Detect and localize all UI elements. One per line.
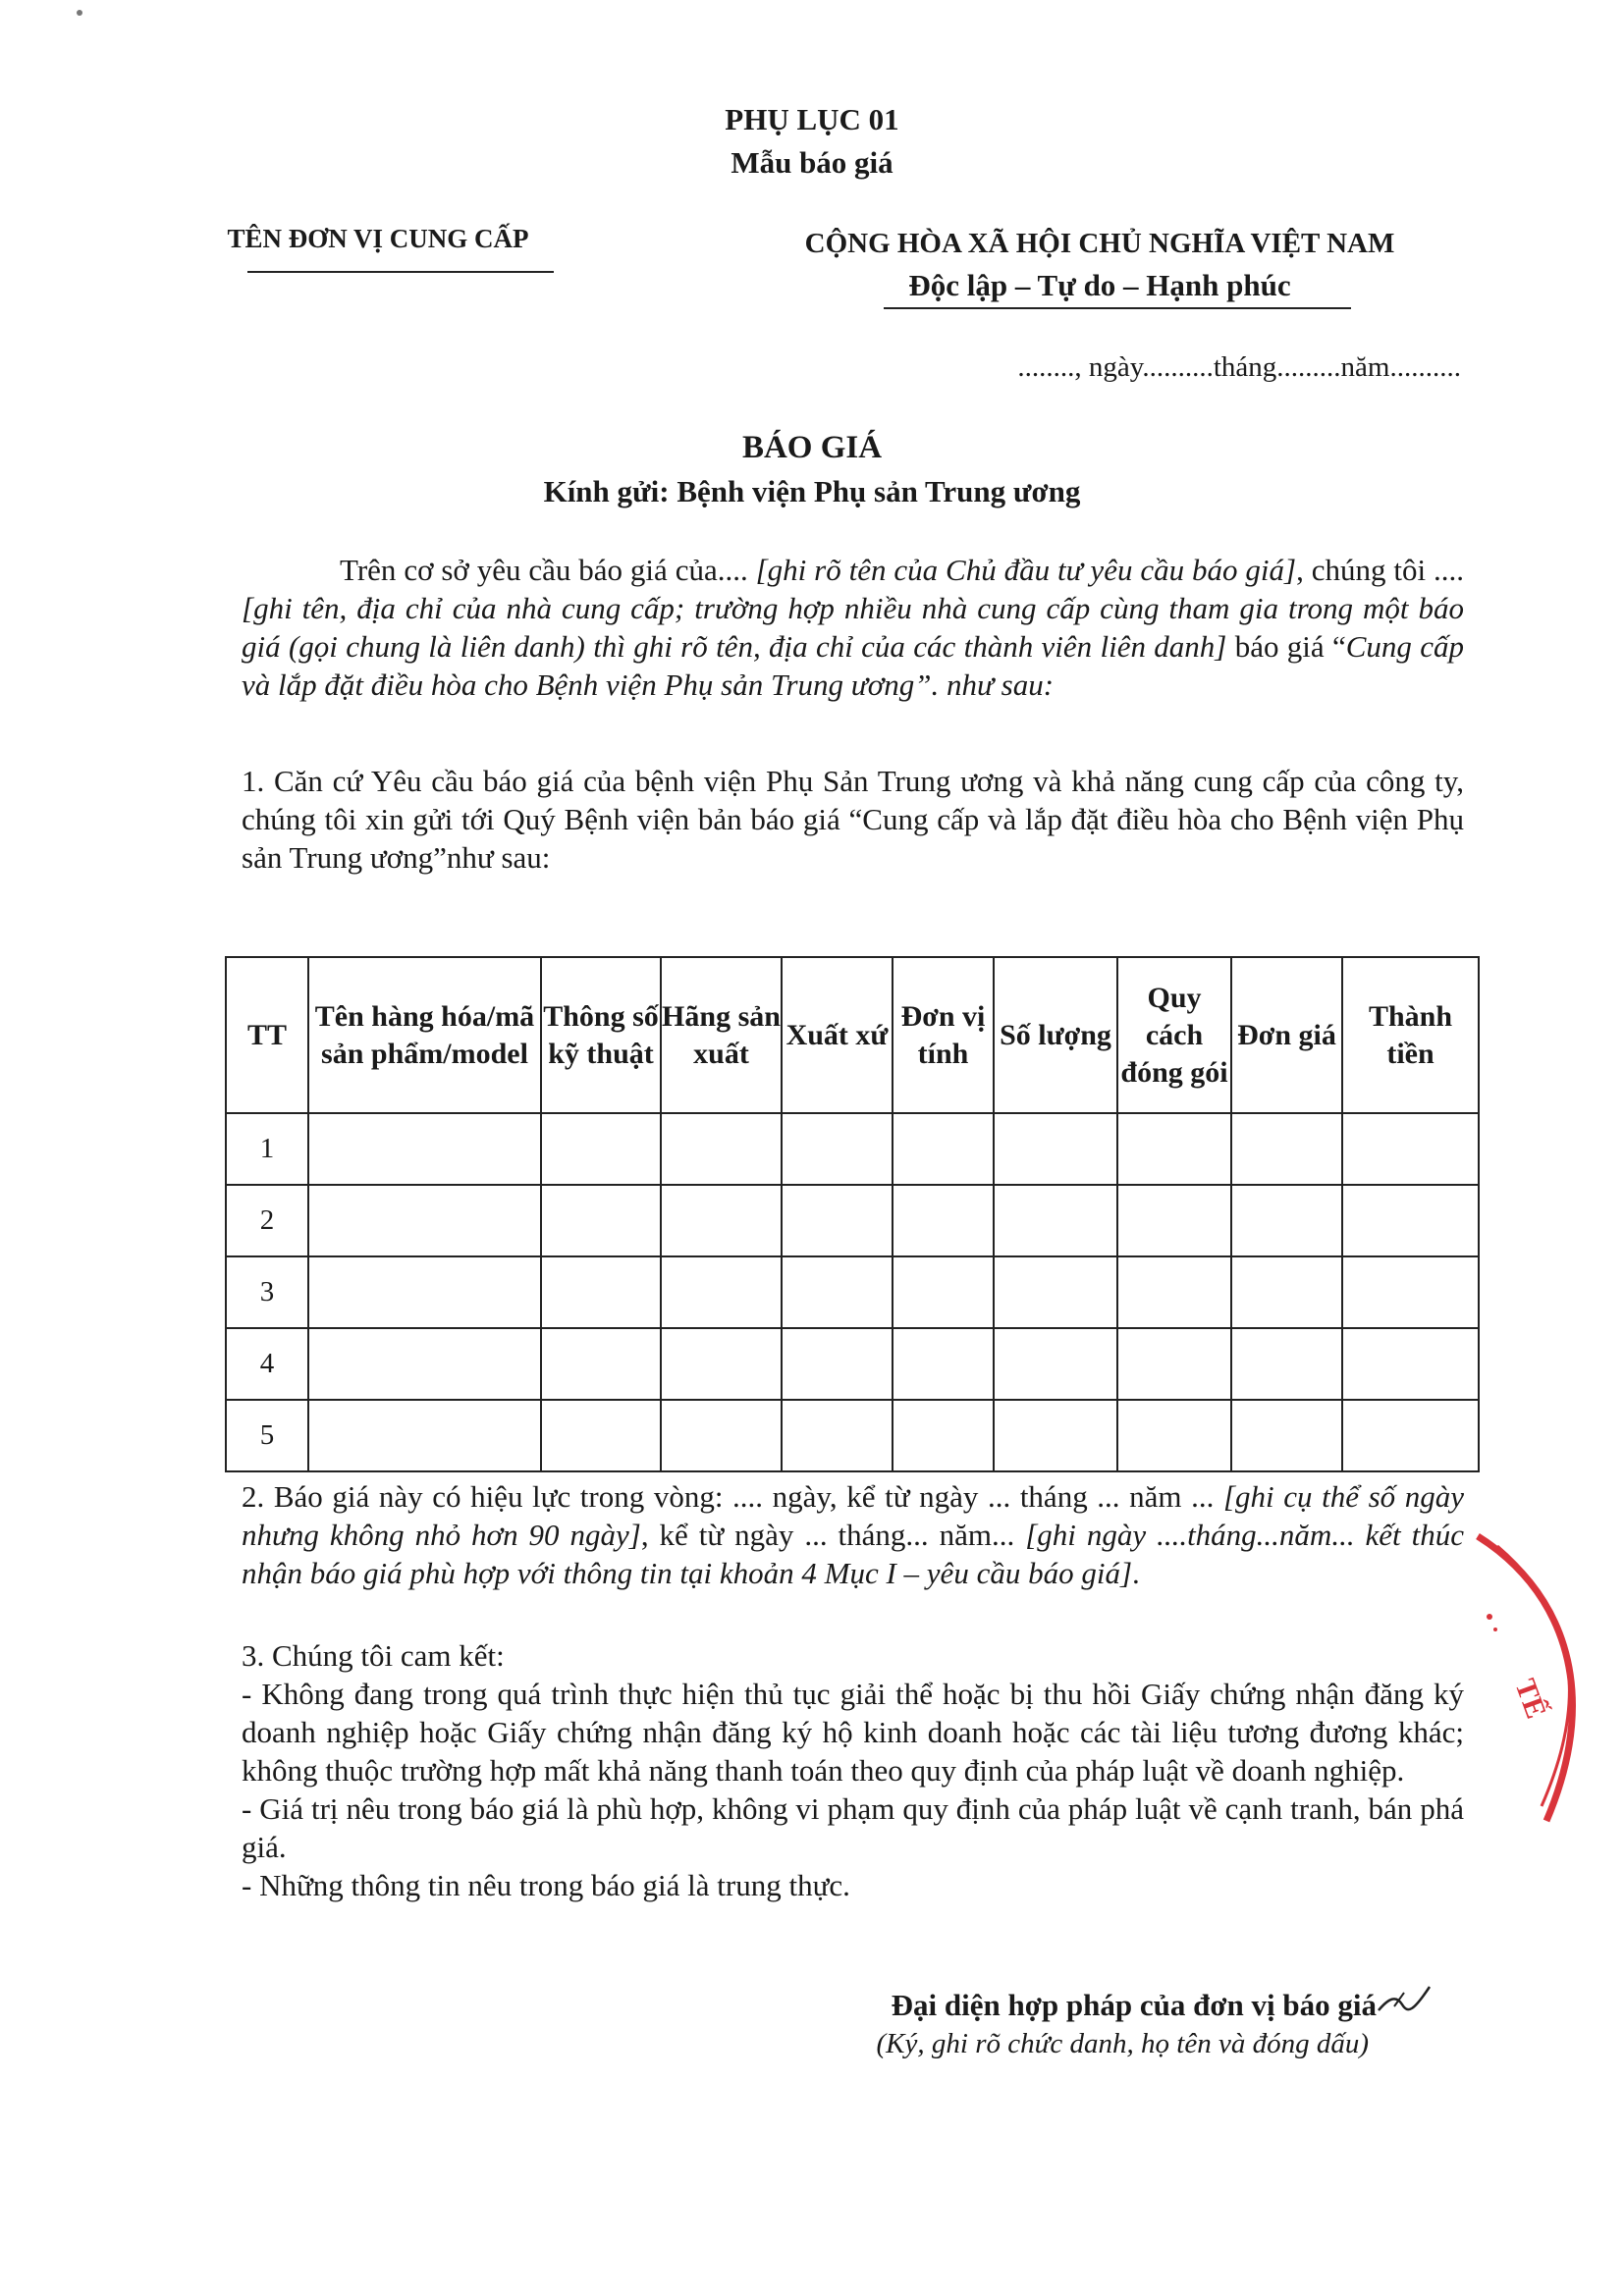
empty-cell (1117, 1256, 1231, 1328)
signer-note: (Ký, ghi rõ chức danh, họ tên và đóng dấu) (876, 2028, 1369, 2059)
empty-cell (308, 1256, 541, 1328)
section-2 (242, 1477, 1464, 1592)
intro-text-3: báo giá “ (1226, 629, 1346, 664)
row-number: 4 (226, 1328, 308, 1400)
table-row (226, 1400, 1479, 1471)
row-number: 3 (226, 1256, 308, 1328)
row-number: 5 (226, 1400, 308, 1471)
empty-cell (1231, 1328, 1342, 1400)
empty-cell (994, 1113, 1117, 1185)
col-total: Thành tiền (1342, 957, 1479, 1113)
empty-cell (994, 1256, 1117, 1328)
table-row (226, 1328, 1479, 1400)
intro-note-requester: [ghi rõ tên của Chủ đầu tư yêu cầu báo giá] (755, 553, 1297, 587)
empty-cell (782, 1185, 893, 1256)
empty-cell (994, 1185, 1117, 1256)
empty-cell (661, 1400, 782, 1471)
section-3 (242, 1636, 1464, 1904)
empty-cell (893, 1400, 994, 1471)
commitment-item: - Không đang trong quá trình thực hiện thủ tục giải thể hoặc bị thu hồi Giấy chứng nhận đăng ký doanh nghiệp hoặc Giấy chứng nhận đăng ký hộ kinh doanh hoặc các tài liệu tương đương khác; không thuộc trường hợp mất khả năng thanh toán theo quy định của pháp luật về doanh nghiệp. (242, 1677, 1464, 1788)
empty-cell (893, 1113, 994, 1185)
empty-cell (1342, 1256, 1479, 1328)
commitment-item: - Giá trị nêu trong báo giá là phù hợp, không vi phạm quy định của pháp luật về cạnh tranh, bán phá giá. (242, 1791, 1464, 1864)
empty-cell (1117, 1185, 1231, 1256)
col-maker: Hãng sản xuất (661, 957, 782, 1113)
empty-cell (541, 1113, 661, 1185)
empty-cell (1231, 1185, 1342, 1256)
section-1: 1. Căn cứ Yêu cầu báo giá của bệnh viện Phụ Sản Trung ương và khả năng cung cấp của công ty, chúng tôi xin gửi tới Quý Bệnh viện bản báo giá “Cung cấp và lắp đặt điều hòa cho Bệnh viện Phụ sản Trung ương”như sau: (242, 764, 1464, 875)
svg-text:TẾ: TẾ (1508, 1675, 1553, 1724)
empty-cell (1342, 1113, 1479, 1185)
empty-cell (1117, 1328, 1231, 1400)
col-origin: Xuất xứ (782, 957, 893, 1113)
empty-cell (661, 1113, 782, 1185)
empty-cell (541, 1185, 661, 1256)
empty-cell (541, 1256, 661, 1328)
empty-cell (1342, 1400, 1479, 1471)
nation-heading: CỘNG HÒA XÃ HỘI CHỦ NGHĨA VIỆT NAM (804, 228, 1395, 259)
intro-text-2: , chúng tôi .... (1296, 553, 1464, 587)
row-number: 1 (226, 1113, 308, 1185)
intro-text-5: như sau: (947, 667, 1055, 702)
col-spec: Thông số kỹ thuật (541, 957, 661, 1113)
empty-cell (1231, 1400, 1342, 1471)
national-motto: Độc lập – Tự do – Hạnh phúc (908, 268, 1291, 302)
red-stamp-fragment (1468, 1526, 1624, 1841)
supplier-unit-name: TÊN ĐƠN VỊ CUNG CẤP (227, 224, 529, 253)
intro-text-4: ”. (914, 667, 947, 702)
empty-cell (661, 1256, 782, 1328)
empty-cell (893, 1328, 994, 1400)
initials-scribble (1375, 1981, 1434, 2020)
col-unit-price: Đơn giá (1231, 957, 1342, 1113)
annex-title: PHỤ LỤC 01 (725, 102, 899, 136)
empty-cell (893, 1185, 994, 1256)
empty-cell (1342, 1328, 1479, 1400)
empty-cell (661, 1328, 782, 1400)
annex-subtitle: Mẫu báo giá (731, 145, 893, 180)
quote-title: BÁO GIÁ (741, 430, 883, 465)
empty-cell (782, 1256, 893, 1328)
signer-title: Đại diện hợp pháp của đơn vị báo giá (891, 1988, 1377, 2022)
empty-cell (782, 1328, 893, 1400)
intro-project-name: Cung cấp và lắp đặt điều hòa cho Bệnh viện Phụ sản Trung ương (242, 629, 1465, 702)
validity-note-date: [ghi ngày ....tháng...năm... kết thúc nhận báo giá phù hợp với thông tin tại khoản 4 Mục I – yêu cầu báo giá] (242, 1518, 1464, 1590)
validity-text-1: 2. Báo giá này có hiệu lực trong vòng: .... ngày, kể từ ngày ... tháng ... năm ... (242, 1479, 1223, 1514)
col-packaging: Quy cách đóng gói (1117, 957, 1231, 1113)
addressee: Kính gửi: Bệnh viện Phụ sản Trung ương (543, 474, 1081, 508)
table-header-row (226, 957, 1479, 1113)
validity-text-3: . (1132, 1556, 1140, 1590)
empty-cell (994, 1400, 1117, 1471)
col-tt: TT (226, 957, 308, 1113)
empty-cell (541, 1328, 661, 1400)
empty-cell (541, 1400, 661, 1471)
commitment-item: - Những thông tin nêu trong báo giá là trung thực. (242, 1868, 850, 1902)
table-row (226, 1185, 1479, 1256)
supplier-underline (247, 271, 554, 273)
intro-paragraph (242, 551, 1464, 704)
col-product-name: Tên hàng hóa/mã sản phẩm/model (308, 957, 541, 1113)
row-number: 2 (226, 1185, 308, 1256)
empty-cell (1117, 1400, 1231, 1471)
validity-text-2: , kể từ ngày ... tháng... năm... (640, 1518, 1026, 1552)
empty-cell (1117, 1113, 1231, 1185)
empty-cell (661, 1185, 782, 1256)
motto-underline (884, 307, 1351, 309)
empty-cell (308, 1185, 541, 1256)
table-row (226, 1113, 1479, 1185)
validity-note-days: [ghi cụ thể số ngày nhưng không nhỏ hơn 90 ngày] (242, 1479, 1464, 1552)
empty-cell (1231, 1113, 1342, 1185)
col-unit: Đơn vị tính (893, 957, 994, 1113)
empty-cell (994, 1328, 1117, 1400)
table-row (226, 1256, 1479, 1328)
col-quantity: Số lượng (994, 957, 1117, 1113)
empty-cell (1342, 1185, 1479, 1256)
commitment-heading: 3. Chúng tôi cam kết: (242, 1638, 505, 1673)
quote-table (225, 956, 1480, 1472)
date-line: ........, ngày..........tháng.........năm.......... (1017, 351, 1461, 383)
empty-cell (782, 1113, 893, 1185)
scan-speck (77, 10, 82, 16)
empty-cell (308, 1328, 541, 1400)
empty-cell (308, 1400, 541, 1471)
intro-text-1: Trên cơ sở yêu cầu báo giá của.... (340, 553, 756, 587)
empty-cell (782, 1400, 893, 1471)
empty-cell (1231, 1256, 1342, 1328)
empty-cell (308, 1113, 541, 1185)
intro-note-supplier: [ghi tên, địa chỉ của nhà cung cấp; trường hợp nhiều nhà cung cấp cùng tham gia trong một báo giá (gọi chung là liên danh) thì ghi rõ tên, địa chỉ của các thành viên liên danh] (242, 591, 1464, 664)
empty-cell (893, 1256, 994, 1328)
